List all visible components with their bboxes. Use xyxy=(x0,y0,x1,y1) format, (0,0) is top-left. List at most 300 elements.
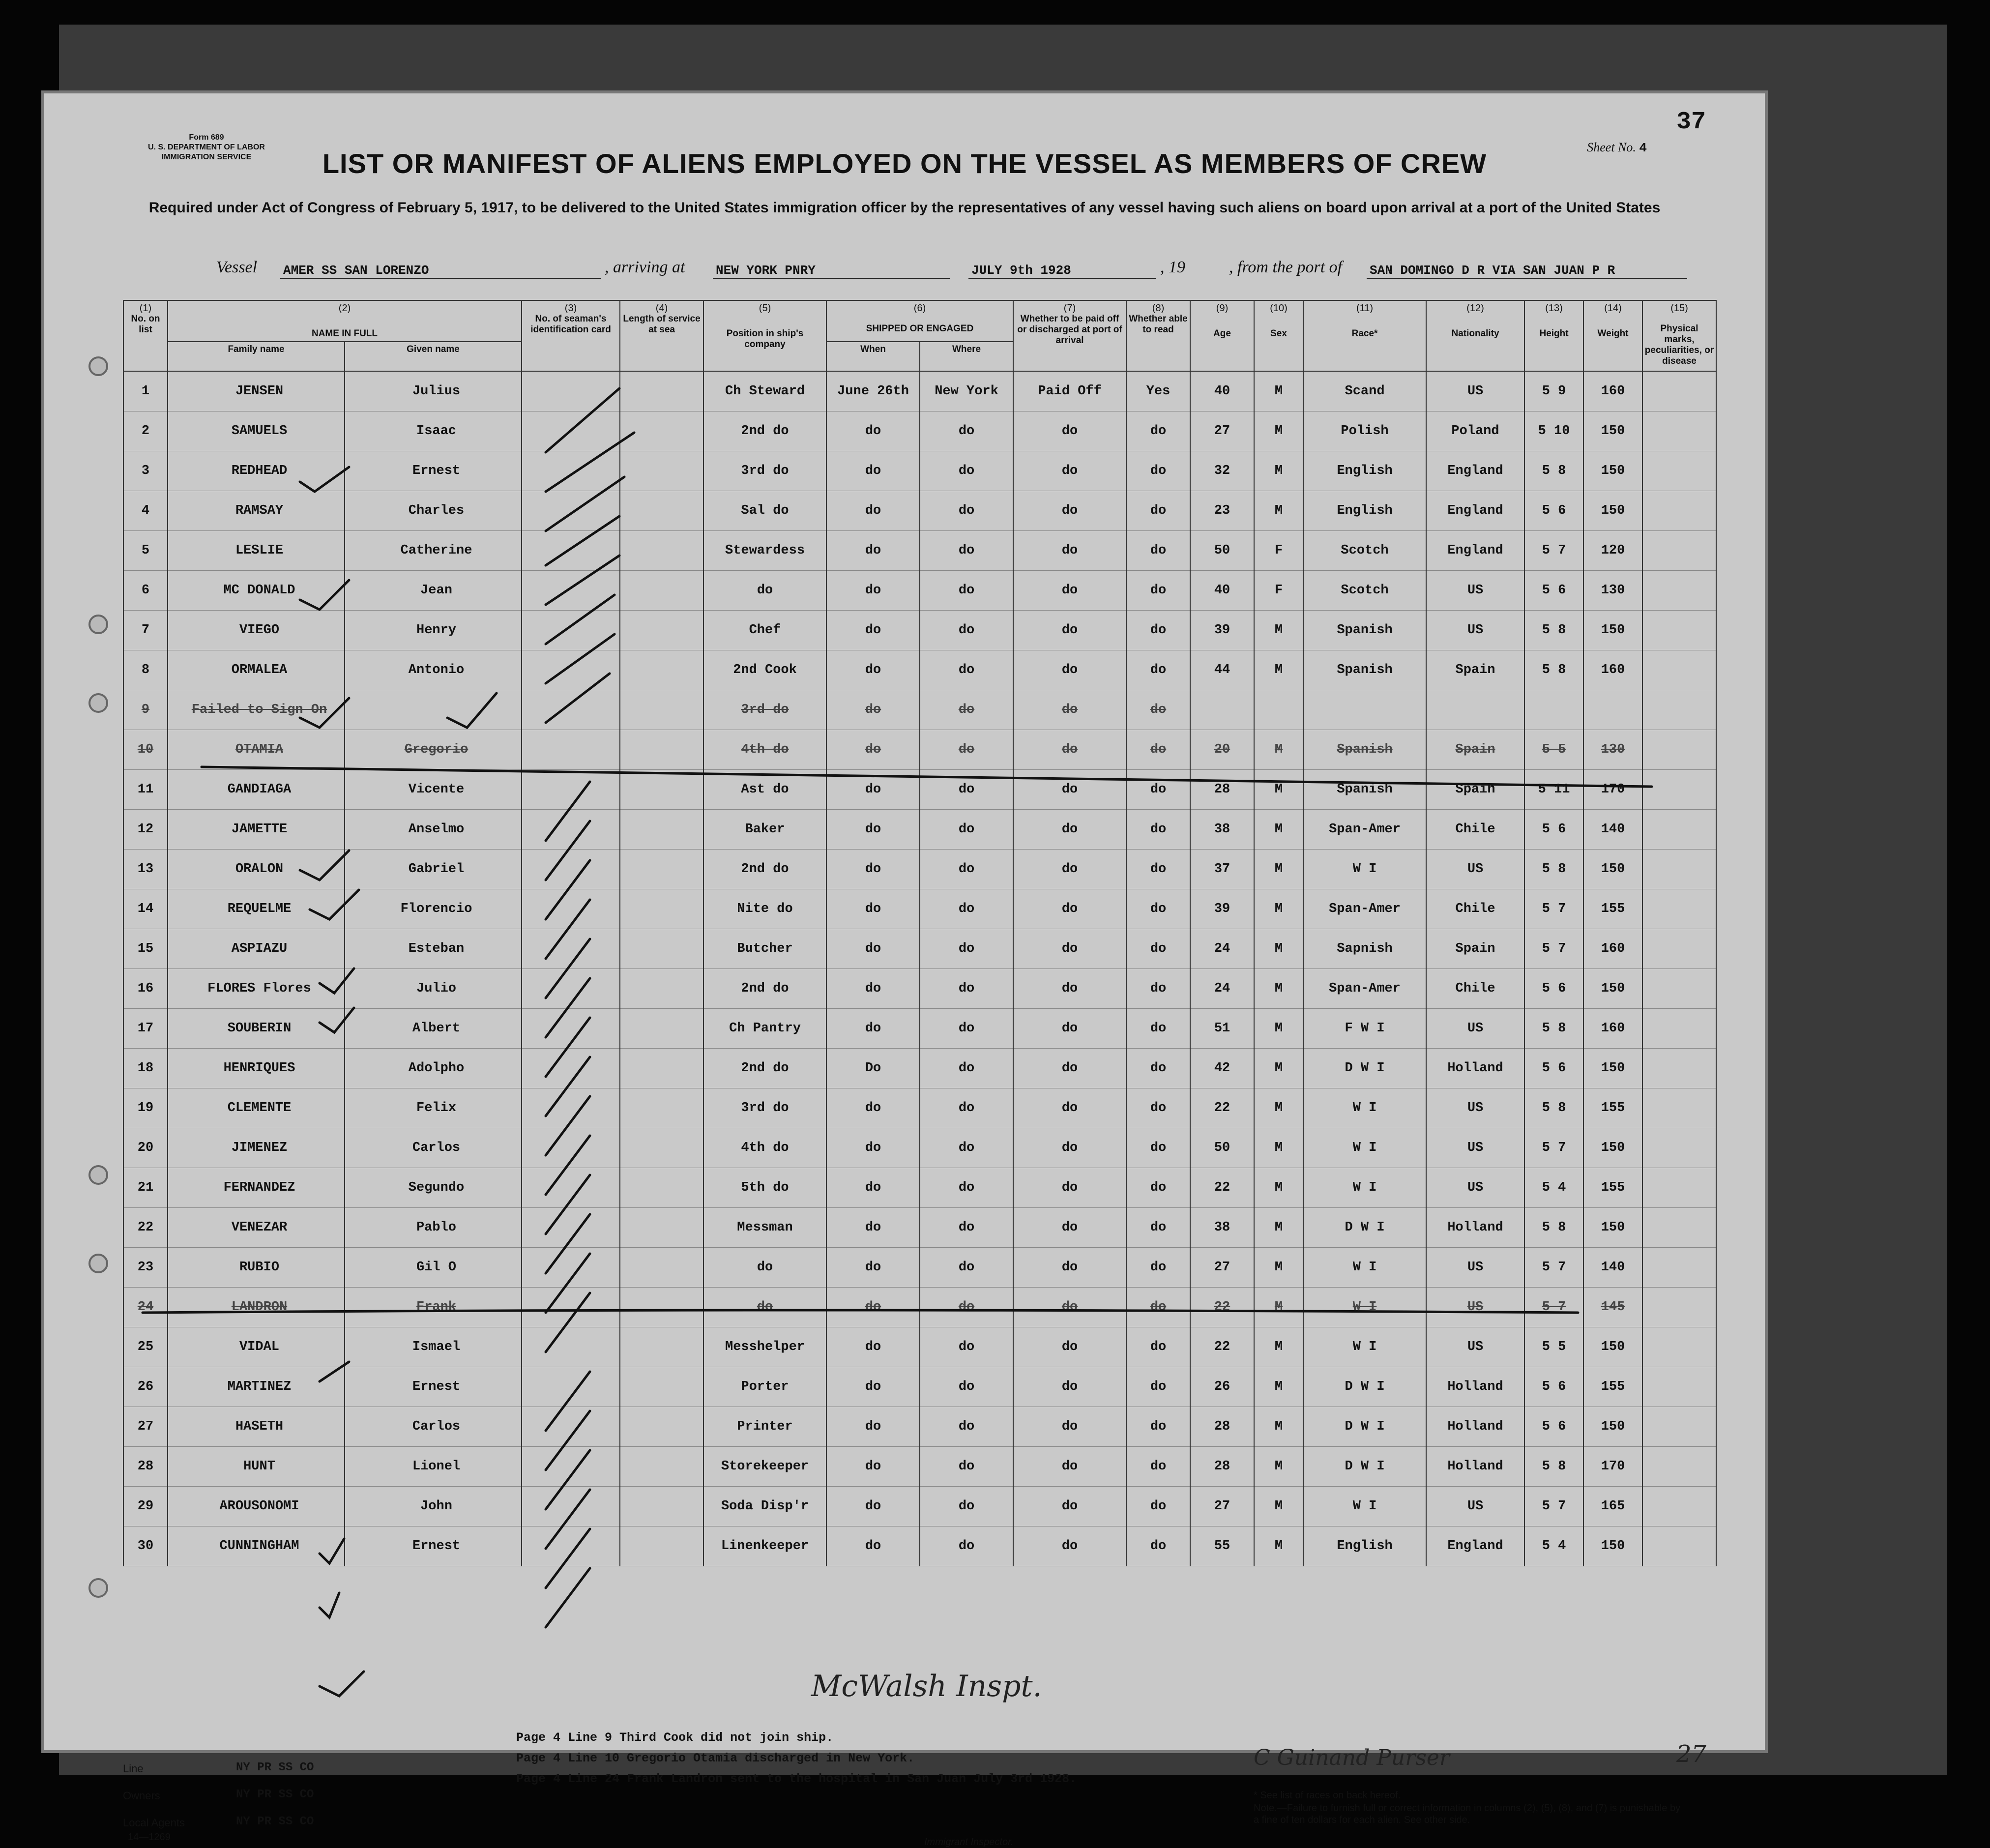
id-card-cell xyxy=(522,810,620,850)
position: 3rd do xyxy=(703,690,826,730)
table-row xyxy=(123,1009,1716,1049)
table-row xyxy=(123,411,1716,451)
age: 38 xyxy=(1190,810,1254,850)
given-name: Segundo xyxy=(345,1168,522,1208)
table-row xyxy=(123,1327,1716,1367)
shipped-where: do xyxy=(920,690,1013,730)
race: Sapnish xyxy=(1303,929,1426,969)
table-row xyxy=(123,969,1716,1009)
shipped-when: June 26th xyxy=(826,371,920,411)
height: 5 8 xyxy=(1524,650,1583,690)
length-service-cell xyxy=(620,690,703,730)
form-code: 14—1269 xyxy=(128,1832,171,1843)
able-to-read: do xyxy=(1126,1487,1190,1526)
position: 2nd do xyxy=(703,1049,826,1088)
shipped-where: do xyxy=(920,1447,1013,1487)
height: 5 8 xyxy=(1524,611,1583,650)
sex: M xyxy=(1254,770,1303,810)
family-name: VIEGO xyxy=(168,611,345,650)
shipped-when: do xyxy=(826,1288,920,1327)
row-number: 30 xyxy=(123,1526,168,1566)
family-name: RAMSAY xyxy=(168,491,345,531)
family-name: SOUBERIN xyxy=(168,1009,345,1049)
table-row xyxy=(123,1288,1716,1327)
physical-marks-cell xyxy=(1642,770,1716,810)
nationality: Spain xyxy=(1426,730,1524,770)
age: 24 xyxy=(1190,969,1254,1009)
position: 3rd do xyxy=(703,1088,826,1128)
weight: 165 xyxy=(1583,1487,1642,1526)
shipped-where: New York xyxy=(920,371,1013,411)
age: 22 xyxy=(1190,1327,1254,1367)
paid-off: do xyxy=(1013,1208,1126,1248)
physical-marks-cell xyxy=(1642,491,1716,531)
nationality: US xyxy=(1426,1327,1524,1367)
length-service-cell xyxy=(620,371,703,411)
paid-off: do xyxy=(1013,1526,1126,1566)
weight: 150 xyxy=(1583,969,1642,1009)
paid-off: do xyxy=(1013,850,1126,889)
nationality: Spain xyxy=(1426,929,1524,969)
id-card-cell xyxy=(522,1049,620,1088)
family-name: ORALON xyxy=(168,850,345,889)
col-name-header: (2) NAME IN FULL xyxy=(168,300,522,342)
shipped-where: do xyxy=(920,451,1013,491)
able-to-read: do xyxy=(1126,1168,1190,1208)
length-service-cell xyxy=(620,969,703,1009)
given-name: Pablo xyxy=(345,1208,522,1248)
race: Spanish xyxy=(1303,770,1426,810)
shipped-when: do xyxy=(826,1327,920,1367)
col-position-header: (5) Position in ship's company xyxy=(703,300,826,371)
weight: 155 xyxy=(1583,1088,1642,1128)
weight: 140 xyxy=(1583,810,1642,850)
given-name: Isaac xyxy=(345,411,522,451)
row-number: 12 xyxy=(123,810,168,850)
age: 55 xyxy=(1190,1526,1254,1566)
age: 26 xyxy=(1190,1367,1254,1407)
able-to-read: do xyxy=(1126,1526,1190,1566)
physical-marks-cell xyxy=(1642,1526,1716,1566)
sex: M xyxy=(1254,1248,1303,1288)
sex: F xyxy=(1254,571,1303,611)
shipped-where: do xyxy=(920,1049,1013,1088)
row-number: 23 xyxy=(123,1248,168,1288)
paid-off: do xyxy=(1013,1128,1126,1168)
physical-marks-cell xyxy=(1642,650,1716,690)
table-row xyxy=(123,770,1716,810)
family-name: LANDRON xyxy=(168,1288,345,1327)
given-name: Antonio xyxy=(345,650,522,690)
shipped-when: do xyxy=(826,770,920,810)
able-to-read: do xyxy=(1126,810,1190,850)
physical-marks-cell xyxy=(1642,1168,1716,1208)
given-name: Vicente xyxy=(345,770,522,810)
document-subtitle: Required under Act of Congress of February 5, 1917, to be delivered to the United States immigration officer by the representatives of any vessel having such aliens on board upon arrival at a port of the United States xyxy=(148,200,1661,216)
position: Ch Pantry xyxy=(703,1009,826,1049)
length-service-cell xyxy=(620,929,703,969)
weight: 155 xyxy=(1583,1367,1642,1407)
binder-hole xyxy=(88,1165,108,1185)
age: 27 xyxy=(1190,1248,1254,1288)
race: Spanish xyxy=(1303,730,1426,770)
position: Chef xyxy=(703,611,826,650)
family-name: JENSEN xyxy=(168,371,345,411)
able-to-read: do xyxy=(1126,451,1190,491)
table-row xyxy=(123,1487,1716,1526)
age: 22 xyxy=(1190,1288,1254,1327)
table-row xyxy=(123,810,1716,850)
paid-off: do xyxy=(1013,1288,1126,1327)
year-label: , 19 xyxy=(1160,258,1185,276)
sex: M xyxy=(1254,889,1303,929)
given-name: Albert xyxy=(345,1009,522,1049)
given-name: Julius xyxy=(345,371,522,411)
col-paid-off-header: (7) Whether to be paid off or discharged at port of arrival xyxy=(1013,300,1126,371)
sex: M xyxy=(1254,1327,1303,1367)
physical-marks-cell xyxy=(1642,411,1716,451)
height: 5 7 xyxy=(1524,1288,1583,1327)
able-to-read: do xyxy=(1126,1088,1190,1128)
able-to-read: do xyxy=(1126,850,1190,889)
table-row xyxy=(123,531,1716,571)
age: 40 xyxy=(1190,571,1254,611)
shipped-when: do xyxy=(826,531,920,571)
shipped-where: do xyxy=(920,491,1013,531)
shipped-where: do xyxy=(920,571,1013,611)
height: 5 6 xyxy=(1524,1367,1583,1407)
table-row xyxy=(123,571,1716,611)
race: W I xyxy=(1303,1128,1426,1168)
weight: 140 xyxy=(1583,1248,1642,1288)
table-row xyxy=(123,491,1716,531)
position: Butcher xyxy=(703,929,826,969)
footnote: Page 4 Line 9 Third Cook did not join ship. xyxy=(516,1731,834,1745)
family-name: ORMALEA xyxy=(168,650,345,690)
given-name: Catherine xyxy=(345,531,522,571)
col-shipped-header: (6) SHIPPED OR ENGAGED xyxy=(826,300,1013,342)
row-number: 14 xyxy=(123,889,168,929)
length-service-cell xyxy=(620,1049,703,1088)
height: 5 7 xyxy=(1524,929,1583,969)
age: 37 xyxy=(1190,850,1254,889)
id-card-cell xyxy=(522,850,620,889)
shipped-when: do xyxy=(826,491,920,531)
physical-marks-cell xyxy=(1642,1128,1716,1168)
id-card-cell xyxy=(522,1526,620,1566)
nationality: Holland xyxy=(1426,1208,1524,1248)
nationality: US xyxy=(1426,1009,1524,1049)
able-to-read: do xyxy=(1126,889,1190,929)
weight: 160 xyxy=(1583,650,1642,690)
position: do xyxy=(703,1248,826,1288)
row-number: 29 xyxy=(123,1487,168,1526)
paid-off: do xyxy=(1013,491,1126,531)
able-to-read: do xyxy=(1126,730,1190,770)
height: 5 8 xyxy=(1524,1009,1583,1049)
able-to-read: do xyxy=(1126,411,1190,451)
shipped-where: do xyxy=(920,969,1013,1009)
position: Printer xyxy=(703,1407,826,1447)
shipped-when: do xyxy=(826,571,920,611)
paid-off: do xyxy=(1013,1447,1126,1487)
given-name: Gregorio xyxy=(345,730,522,770)
physical-marks-cell xyxy=(1642,1049,1716,1088)
height: 5 4 xyxy=(1524,1526,1583,1566)
shipped-when: do xyxy=(826,650,920,690)
paid-off: do xyxy=(1013,1009,1126,1049)
shipped-when: do xyxy=(826,1248,920,1288)
shipped-where: do xyxy=(920,1128,1013,1168)
height: 5 6 xyxy=(1524,969,1583,1009)
height: 5 10 xyxy=(1524,411,1583,451)
sex: M xyxy=(1254,611,1303,650)
race xyxy=(1303,690,1426,730)
binder-hole xyxy=(88,356,108,376)
physical-marks-cell xyxy=(1642,690,1716,730)
race: W I xyxy=(1303,1248,1426,1288)
physical-marks-cell xyxy=(1642,571,1716,611)
height: 5 8 xyxy=(1524,850,1583,889)
shipped-when: Do xyxy=(826,1049,920,1088)
id-card-tick-mark xyxy=(546,1568,590,1627)
races-note: * See list of races on back hereof. xyxy=(1254,1790,1401,1801)
given-name: Florencio xyxy=(345,889,522,929)
nationality: US xyxy=(1426,1088,1524,1128)
given-name: Felix xyxy=(345,1088,522,1128)
race: Polish xyxy=(1303,411,1426,451)
position: Porter xyxy=(703,1367,826,1407)
table-row xyxy=(123,451,1716,491)
row-number: 6 xyxy=(123,571,168,611)
nationality: Holland xyxy=(1426,1407,1524,1447)
manifest-body xyxy=(123,371,1716,1566)
paid-off: do xyxy=(1013,1049,1126,1088)
able-to-read: Yes xyxy=(1126,371,1190,411)
col-id-card-header: (3) No. of seaman's identification card xyxy=(522,300,620,371)
col-race-header: (11) Race* xyxy=(1303,300,1426,371)
id-card-cell xyxy=(522,730,620,770)
given-name: John xyxy=(345,1487,522,1526)
given-name: Jean xyxy=(345,571,522,611)
row-number: 24 xyxy=(123,1288,168,1327)
check-mark xyxy=(320,1672,364,1696)
race: Spanish xyxy=(1303,650,1426,690)
race: English xyxy=(1303,451,1426,491)
nationality: US xyxy=(1426,850,1524,889)
shipped-where: do xyxy=(920,1208,1013,1248)
height: 5 8 xyxy=(1524,1447,1583,1487)
given-name: Adolpho xyxy=(345,1049,522,1088)
row-number: 13 xyxy=(123,850,168,889)
shipped-where: do xyxy=(920,1526,1013,1566)
row-number: 3 xyxy=(123,451,168,491)
age: 28 xyxy=(1190,1407,1254,1447)
nationality: US xyxy=(1426,1487,1524,1526)
row-number: 9 xyxy=(123,690,168,730)
paid-off: do xyxy=(1013,1367,1126,1407)
nationality: Holland xyxy=(1426,1049,1524,1088)
inspector-signature: McWalsh Inspt. xyxy=(811,1669,1042,1703)
weight: 150 xyxy=(1583,1128,1642,1168)
footnote: Page 4 Line 10 Gregorio Otamia discharged in New York. xyxy=(516,1751,915,1765)
age: 32 xyxy=(1190,451,1254,491)
given-name: Ernest xyxy=(345,451,522,491)
nationality: US xyxy=(1426,1128,1524,1168)
length-service-cell xyxy=(620,1407,703,1447)
shipped-where: do xyxy=(920,889,1013,929)
able-to-read: do xyxy=(1126,531,1190,571)
footnote: Page 4 Line 24 Frank Landron sent to the hospital in San Juan July 3rd 1928. xyxy=(516,1772,1077,1786)
race: Span-Amer xyxy=(1303,810,1426,850)
position: Linenkeeper xyxy=(703,1526,826,1566)
able-to-read: do xyxy=(1126,1208,1190,1248)
family-name: Failed to Sign On xyxy=(168,690,345,730)
age: 39 xyxy=(1190,889,1254,929)
position: Ch Steward xyxy=(703,371,826,411)
nationality: England xyxy=(1426,531,1524,571)
shipped-where: do xyxy=(920,730,1013,770)
sex: M xyxy=(1254,1487,1303,1526)
race: F W I xyxy=(1303,1009,1426,1049)
physical-marks-cell xyxy=(1642,730,1716,770)
id-card-cell xyxy=(522,1367,620,1407)
given-name: Carlos xyxy=(345,1128,522,1168)
table-row xyxy=(123,1447,1716,1487)
nationality: US xyxy=(1426,371,1524,411)
col-nationality-header: (12) Nationality xyxy=(1426,300,1524,371)
given-name: Gil O xyxy=(345,1248,522,1288)
position: do xyxy=(703,571,826,611)
given-name: Ernest xyxy=(345,1526,522,1566)
able-to-read: do xyxy=(1126,1288,1190,1327)
race: Spanish xyxy=(1303,611,1426,650)
nationality: Chile xyxy=(1426,810,1524,850)
physical-marks-cell xyxy=(1642,1288,1716,1327)
nationality: Chile xyxy=(1426,889,1524,929)
race: Scotch xyxy=(1303,571,1426,611)
position: Baker xyxy=(703,810,826,850)
age: 42 xyxy=(1190,1049,1254,1088)
vessel-line xyxy=(216,258,1691,283)
id-card-cell xyxy=(522,1407,620,1447)
col-when-header: When xyxy=(826,342,920,371)
shipped-where: do xyxy=(920,611,1013,650)
nationality: US xyxy=(1426,571,1524,611)
owners-label: Owners xyxy=(123,1789,160,1802)
position: 2nd do xyxy=(703,850,826,889)
row-number: 21 xyxy=(123,1168,168,1208)
shipped-when: do xyxy=(826,969,920,1009)
paid-off: do xyxy=(1013,770,1126,810)
height: 5 6 xyxy=(1524,571,1583,611)
race: W I xyxy=(1303,1288,1426,1327)
family-name: HASETH xyxy=(168,1407,345,1447)
paid-off: do xyxy=(1013,1327,1126,1367)
shipped-where: do xyxy=(920,411,1013,451)
id-card-cell xyxy=(522,1487,620,1526)
shipped-when: do xyxy=(826,611,920,650)
shipped-when: do xyxy=(826,1208,920,1248)
paid-off: do xyxy=(1013,889,1126,929)
shipped-where: do xyxy=(920,1168,1013,1208)
nationality: Holland xyxy=(1426,1367,1524,1407)
physical-marks-cell xyxy=(1642,451,1716,491)
age: 22 xyxy=(1190,1168,1254,1208)
shipped-when: do xyxy=(826,1367,920,1407)
shipped-when: do xyxy=(826,730,920,770)
family-name: JIMENEZ xyxy=(168,1128,345,1168)
nationality: Holland xyxy=(1426,1447,1524,1487)
length-service-cell xyxy=(620,1367,703,1407)
able-to-read: do xyxy=(1126,1327,1190,1367)
weight: 160 xyxy=(1583,1009,1642,1049)
binder-hole xyxy=(88,693,108,713)
shipped-where: do xyxy=(920,1487,1013,1526)
height: 5 7 xyxy=(1524,1128,1583,1168)
height: 5 6 xyxy=(1524,1049,1583,1088)
shipped-when: do xyxy=(826,850,920,889)
table-row xyxy=(123,1248,1716,1288)
physical-marks-cell xyxy=(1642,889,1716,929)
position: Messhelper xyxy=(703,1327,826,1367)
col-where-header: Where xyxy=(920,342,1013,371)
shipped-where: do xyxy=(920,850,1013,889)
shipped-when: do xyxy=(826,1128,920,1168)
shipped-where: do xyxy=(920,770,1013,810)
age: 27 xyxy=(1190,411,1254,451)
family-name: CUNNINGHAM xyxy=(168,1526,345,1566)
length-service-cell xyxy=(620,491,703,531)
nationality: England xyxy=(1426,451,1524,491)
race: W I xyxy=(1303,1088,1426,1128)
able-to-read: do xyxy=(1126,1009,1190,1049)
penalty-note: Note.—Failure to furnish full or correct information in columns (2), (5), (8), and (7) is punishable by a fine of ten dollars for each alien. See other side. xyxy=(1254,1803,1681,1825)
position: Storekeeper xyxy=(703,1447,826,1487)
shipped-when: do xyxy=(826,411,920,451)
length-service-cell xyxy=(620,730,703,770)
paid-off: do xyxy=(1013,1487,1126,1526)
family-name: HUNT xyxy=(168,1447,345,1487)
weight: 150 xyxy=(1583,1526,1642,1566)
id-card-cell xyxy=(522,650,620,690)
height: 5 7 xyxy=(1524,889,1583,929)
sex: M xyxy=(1254,491,1303,531)
height: 5 7 xyxy=(1524,1248,1583,1288)
inspector-label: Immigrant Inspector. xyxy=(924,1837,1014,1848)
agents-value: NY PR SS CO xyxy=(236,1815,314,1828)
weight: 155 xyxy=(1583,889,1642,929)
document-title: LIST OR MANIFEST OF ALIENS EMPLOYED ON THE VESSEL AS MEMBERS OF CREW xyxy=(322,148,1487,179)
weight: 145 xyxy=(1583,1288,1642,1327)
position: Stewardess xyxy=(703,531,826,571)
able-to-read: do xyxy=(1126,969,1190,1009)
id-card-cell xyxy=(522,371,620,411)
paid-off: do xyxy=(1013,929,1126,969)
age: 39 xyxy=(1190,611,1254,650)
length-service-cell xyxy=(620,451,703,491)
table-row xyxy=(123,611,1716,650)
id-card-cell xyxy=(522,571,620,611)
race: D W I xyxy=(1303,1447,1426,1487)
col-given-name-header: Given name xyxy=(345,342,522,371)
binder-hole xyxy=(88,1254,108,1273)
height: 5 6 xyxy=(1524,491,1583,531)
length-service-cell xyxy=(620,611,703,650)
id-card-cell xyxy=(522,531,620,571)
length-service-cell xyxy=(620,650,703,690)
shipped-where: do xyxy=(920,650,1013,690)
